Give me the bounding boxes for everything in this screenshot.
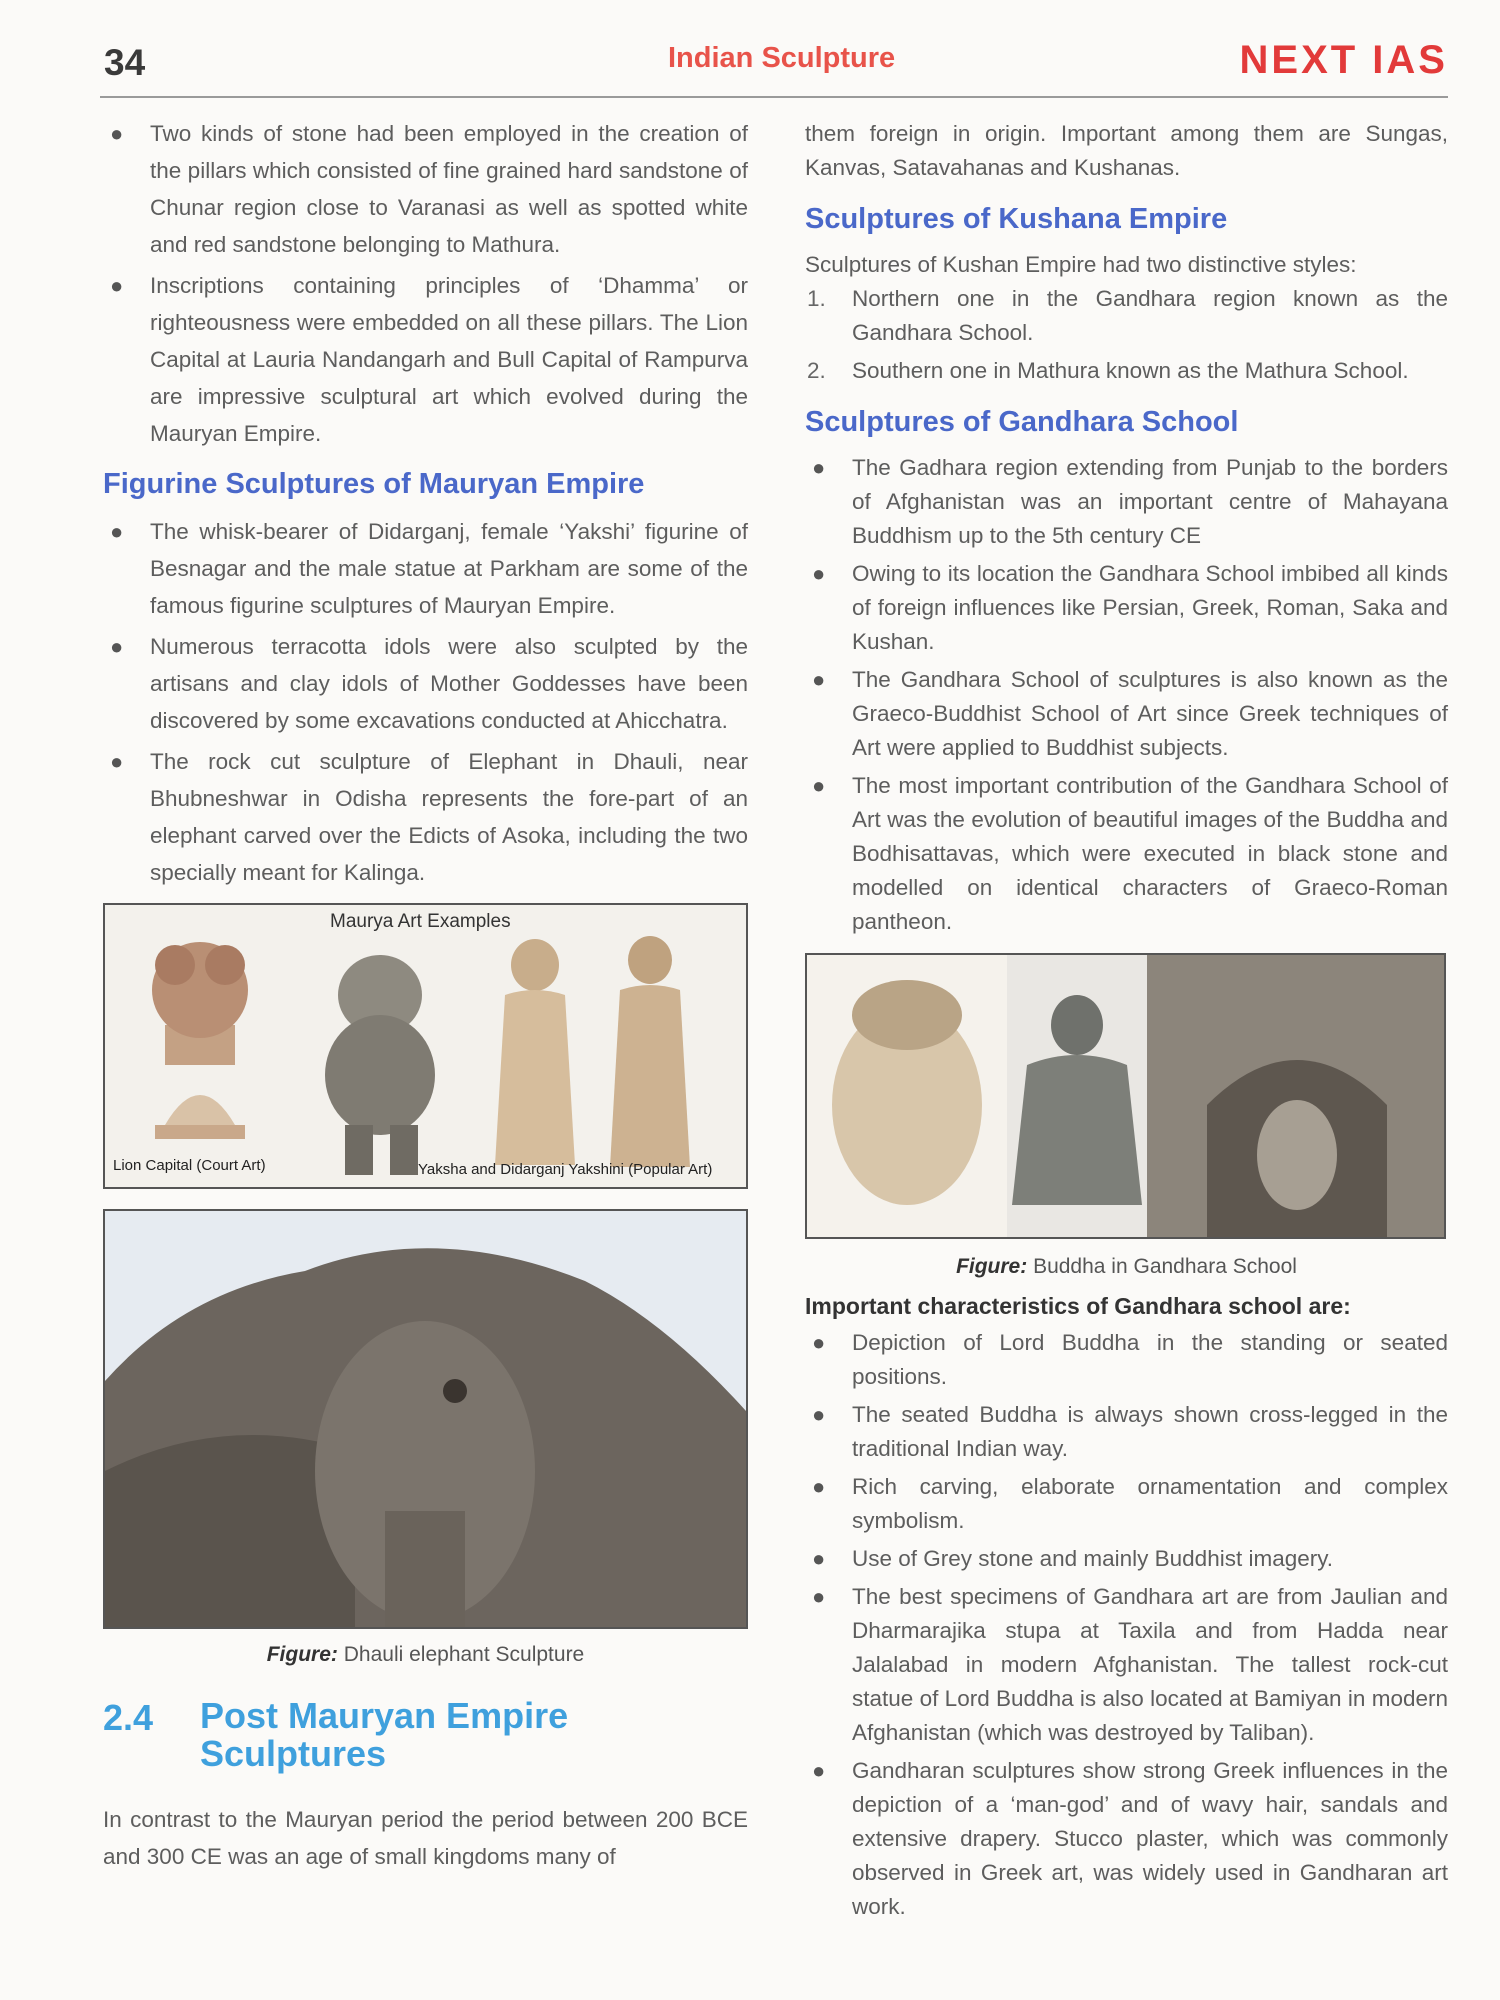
top-bullet-list bbox=[103, 115, 748, 452]
list-item: ● Gandharan sculptures show strong Greek influences in the depiction of a ‘man-god’ and of wavy hair, sandals and extensive drapery. Stucco plaster, which was commonly observed in Greek art, was widely used in Gandharan art work. bbox=[805, 1754, 1448, 1924]
bullet-icon: ● bbox=[812, 1330, 826, 1355]
bullet-icon: ● bbox=[110, 519, 124, 544]
maurya-figure-title: Maurya Art Examples bbox=[330, 911, 511, 932]
heading-kushana: Sculptures of Kushana Empire bbox=[805, 203, 1228, 235]
bullet-icon: ● bbox=[812, 1402, 826, 1427]
lion-capital-label: Lion Capital (Court Art) bbox=[113, 1157, 266, 1174]
list-item: ● Numerous terracotta idols were also sculpted by the artisans and clay idols of Mother Goddesses have been discovered by some excavations conducted at Ahicchatra. bbox=[103, 628, 748, 739]
heading-gandhara: Sculptures of Gandhara School bbox=[805, 406, 1239, 438]
list-item: 2. Southern one in Mathura known as the Mathura School. bbox=[807, 358, 1409, 383]
list-item: ● The rock cut sculpture of Elephant in Dhauli, near Bhubneshwar in Odisha represents the fore-part of an elephant carved over the Edicts of Asoka, including the two specially meant for Kalinga. bbox=[103, 743, 748, 891]
seated-buddha-image bbox=[1007, 955, 1147, 1237]
list-item: ● Two kinds of stone had been employed in the creation of the pillars which consisted of fine grained hard sandstone of Chunar region close to Varanasi as well as spotted white and red sandstone belonging to Mathura. bbox=[103, 115, 748, 263]
section-2-4-heading bbox=[103, 1691, 748, 1801]
bullet-icon: ● bbox=[812, 773, 826, 798]
list-item: ● The best specimens of Gandhara art are from Jaulian and Dharmarajika stupa at Taxila and from Hadda near Jalalabad in modern Afghanistan. The tallest rock-cut statue of Lord Buddha is also located at Bamiyan in modern Afghanistan (which was destroyed by Taliban). bbox=[805, 1580, 1448, 1750]
intro-paragraph: them foreign in origin. Important among them are Sungas, Kanvas, Satavahanas and Kushanas. bbox=[805, 121, 1448, 180]
heading-figurine-sculptures: Figurine Sculptures of Mauryan Empire bbox=[103, 468, 645, 500]
list-item: ● The seated Buddha is always shown cross-legged in the traditional Indian way. bbox=[805, 1398, 1448, 1466]
list-item: ● The Gadhara region extending from Punjab to the borders of Afghanistan was an important centre of Mahayana Buddhism up to the 5th century CE bbox=[805, 451, 1448, 553]
right-column bbox=[805, 117, 1448, 1928]
bullet-icon: ● bbox=[812, 561, 826, 586]
section-title-line2: Sculptures bbox=[200, 1733, 387, 1774]
list-item: ● The whisk-bearer of Didarganj, female ‘Yakshi’ figurine of Besnagar and the male statue at Parkham are some of the famous figurine sculptures of Mauryan Empire. bbox=[103, 513, 748, 624]
page-number: 34 bbox=[104, 42, 146, 83]
dhauli-elephant-figure bbox=[103, 1209, 748, 1629]
list-item: ● Depiction of Lord Buddha in the standing or seated positions. bbox=[805, 1326, 1448, 1394]
list-item: ● Owing to its location the Gandhara School imbibed all kinds of foreign influences like Persian, Greek, Roman, Saka and Kushan. bbox=[805, 557, 1448, 659]
header-rule bbox=[100, 96, 1448, 98]
section-paragraph: In contrast to the Mauryan period the period between 200 BCE and 300 CE was an age of small kingdoms many of bbox=[103, 1807, 748, 1869]
page-header bbox=[100, 38, 1448, 100]
bullet-icon: ● bbox=[812, 1758, 826, 1783]
list-item: ● The most important contribution of the Gandhara School of Art was the evolution of beautiful images of the Buddha and Bodhisattavas, which were executed in black stone and modelled on identical characters of Graeco-Roman pantheon. bbox=[805, 769, 1448, 939]
kushana-styles-list bbox=[805, 282, 1448, 388]
buddha-figure-caption: Figure: Buddha in Gandhara School bbox=[956, 1255, 1297, 1278]
brand-logo: NEXT IAS bbox=[1239, 38, 1448, 82]
kushana-paragraph: Sculptures of Kushan Empire had two distinctive styles: bbox=[805, 252, 1357, 277]
buddha-photos bbox=[807, 955, 1444, 1237]
left-column bbox=[103, 115, 748, 1875]
lion-capital-image bbox=[152, 942, 248, 1139]
list-item: ● Use of Grey stone and mainly Buddhist imagery. bbox=[805, 1542, 1448, 1576]
section-number: 2.4 bbox=[103, 1697, 154, 1738]
figurine-bullet-list bbox=[103, 513, 748, 891]
elephant-photo bbox=[105, 1211, 746, 1627]
list-item: ● Rich carving, elaborate ornamentation and complex symbolism. bbox=[805, 1470, 1448, 1538]
yakshini-front-image bbox=[495, 939, 575, 1165]
elephant-figure-caption: Figure: Dhauli elephant Sculpture bbox=[266, 1643, 585, 1666]
bullet-icon: ● bbox=[110, 749, 124, 774]
buddha-head-image bbox=[807, 955, 1007, 1237]
bullet-icon: ● bbox=[110, 121, 124, 146]
list-item: ● Inscriptions containing principles of ‘Dhamma’ or righteousness were embedded on all these pillars. The Lion Capital at Lauria Nandangarh and Bull Capital of Rampurva are impressive sculptural art which evolved during the Mauryan Empire. bbox=[103, 267, 748, 452]
gandhara-bullet-list bbox=[805, 451, 1448, 939]
bullet-icon: ● bbox=[110, 273, 124, 298]
list-item: ● The Gandhara School of sculptures is also known as the Graeco-Buddhist School of Art since Greek techniques of Art were applied to Buddhist subjects. bbox=[805, 663, 1448, 765]
bullet-icon: ● bbox=[110, 634, 124, 659]
carved-panel-image bbox=[1147, 955, 1444, 1237]
maurya-sculptures-illustration bbox=[105, 905, 746, 1187]
section-title-line1: Post Mauryan Empire bbox=[200, 1695, 569, 1736]
characteristics-list bbox=[805, 1326, 1448, 1924]
yaksha-label: Yaksha and Didarganj Yakshini (Popular Art) bbox=[418, 1161, 713, 1178]
yakshini-back-image bbox=[610, 936, 690, 1167]
bullet-icon: ● bbox=[812, 1584, 826, 1609]
maurya-art-figure bbox=[103, 903, 748, 1189]
gandhara-buddha-figure bbox=[805, 953, 1446, 1239]
yaksha-image bbox=[325, 955, 435, 1175]
bullet-icon: ● bbox=[812, 667, 826, 692]
characteristics-heading: Important characteristics of Gandhara school are: bbox=[805, 1293, 1351, 1319]
bullet-icon: ● bbox=[812, 1474, 826, 1499]
list-item: 1. Northern one in the Gandhara region known as the Gandhara School. bbox=[807, 286, 1448, 345]
bullet-icon: ● bbox=[812, 1546, 826, 1571]
bullet-icon: ● bbox=[812, 455, 826, 480]
running-title: Indian Sculpture bbox=[668, 42, 896, 74]
